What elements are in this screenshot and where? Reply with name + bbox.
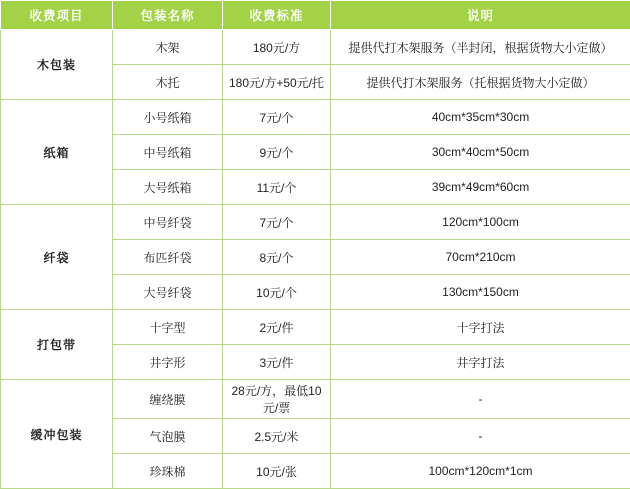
package-name-cell: 大号纸箱 — [113, 170, 223, 205]
description-cell: 十字打法 — [331, 310, 630, 345]
price-cell: 28元/方，最低10元/票 — [223, 380, 331, 419]
package-name-cell: 缠绕膜 — [113, 380, 223, 419]
description-cell: - — [331, 419, 630, 454]
price-cell: 2元/件 — [223, 310, 331, 345]
description-cell: 提供代打木架服务（托根据货物大小定做） — [331, 65, 630, 100]
price-cell: 10元/张 — [223, 454, 331, 489]
table-row — [1, 30, 630, 65]
table-row — [1, 310, 630, 345]
package-name-cell: 小号纸箱 — [113, 100, 223, 135]
package-name-cell: 井字形 — [113, 345, 223, 380]
category-cell: 纤袋 — [1, 205, 113, 310]
table-row — [1, 205, 630, 240]
header-cell-category: 收费项目 — [1, 1, 113, 30]
price-cell: 11元/个 — [223, 170, 331, 205]
category-cell: 木包装 — [1, 30, 113, 100]
header-cell-desc: 说明 — [331, 1, 630, 30]
price-cell: 2.5元/米 — [223, 419, 331, 454]
price-cell: 180元/方+50元/托 — [223, 65, 331, 100]
description-cell: 70cm*210cm — [331, 240, 630, 275]
description-cell: 130cm*150cm — [331, 275, 630, 310]
header-cell-name: 包装名称 — [113, 1, 223, 30]
category-cell: 纸箱 — [1, 100, 113, 205]
description-cell: - — [331, 380, 630, 419]
category-cell: 打包带 — [1, 310, 113, 380]
price-cell: 10元/个 — [223, 275, 331, 310]
price-cell: 7元/个 — [223, 100, 331, 135]
description-cell: 30cm*40cm*50cm — [331, 135, 630, 170]
category-cell: 缓冲包装 — [1, 380, 113, 489]
price-cell: 3元/件 — [223, 345, 331, 380]
package-name-cell: 十字型 — [113, 310, 223, 345]
package-name-cell: 木托 — [113, 65, 223, 100]
price-cell: 9元/个 — [223, 135, 331, 170]
header-cell-price: 收费标准 — [223, 1, 331, 30]
description-cell: 120cm*100cm — [331, 205, 630, 240]
package-name-cell: 木架 — [113, 30, 223, 65]
package-name-cell: 中号纤袋 — [113, 205, 223, 240]
table-header-row — [1, 1, 630, 30]
price-cell: 8元/个 — [223, 240, 331, 275]
table-row — [1, 100, 630, 135]
table-row — [1, 380, 630, 419]
package-name-cell: 珍珠棉 — [113, 454, 223, 489]
price-cell: 180元/方 — [223, 30, 331, 65]
description-cell: 39cm*49cm*60cm — [331, 170, 630, 205]
description-cell: 100cm*120cm*1cm — [331, 454, 630, 489]
description-cell: 井字打法 — [331, 345, 630, 380]
package-name-cell: 大号纤袋 — [113, 275, 223, 310]
price-cell: 7元/个 — [223, 205, 331, 240]
package-name-cell: 气泡膜 — [113, 419, 223, 454]
table-body — [1, 30, 630, 489]
description-cell: 40cm*35cm*30cm — [331, 100, 630, 135]
package-name-cell: 中号纸箱 — [113, 135, 223, 170]
description-cell: 提供代打木架服务（半封闭，根据货物大小定做） — [331, 30, 630, 65]
package-name-cell: 布匹纤袋 — [113, 240, 223, 275]
